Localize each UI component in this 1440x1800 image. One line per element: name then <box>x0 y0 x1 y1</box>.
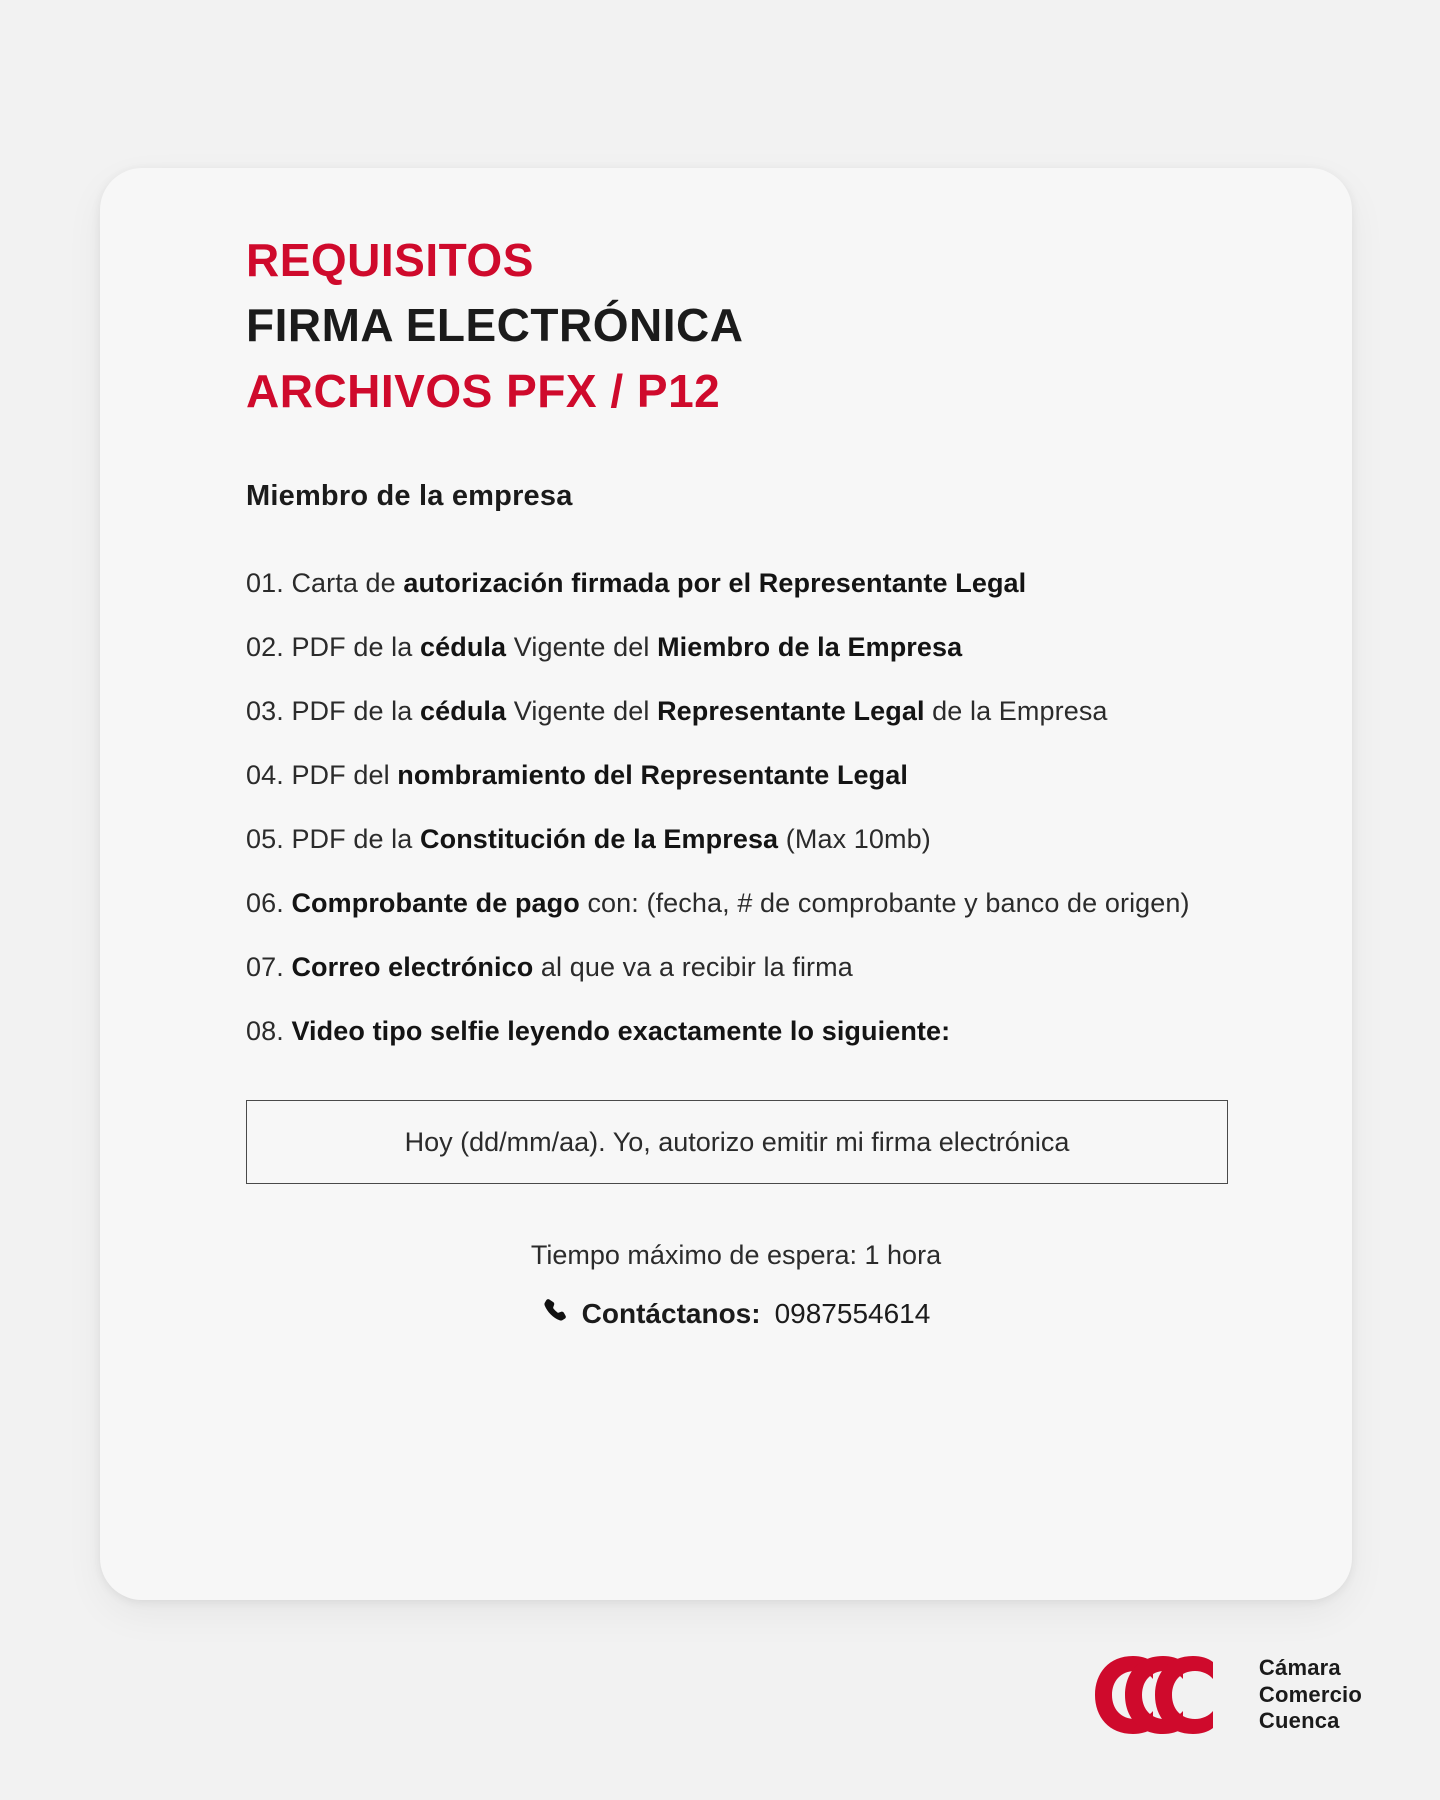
requirement-text: cédula <box>420 696 507 726</box>
requirement-text: con: (fecha, # de comprobante y banco de origen) <box>579 888 1190 919</box>
requirement-text: al que va a recibir la firma <box>533 952 853 983</box>
contact-label: Contáctanos: <box>581 1298 761 1330</box>
requirement-text: PDF de la <box>291 696 420 726</box>
requirement-text: Miembro de la Empresa <box>657 631 963 662</box>
requirement-number: 01. <box>246 567 292 598</box>
requirement-text: Constitución de la Empresa <box>420 824 779 855</box>
ccc-logo-icon <box>1093 1652 1243 1738</box>
page-title <box>246 228 1232 424</box>
section-subtitle: Miembro de la empresa <box>246 479 573 512</box>
requirement-number: 03. <box>246 696 292 726</box>
requirement-text: nombramiento del Representante Legal <box>397 760 908 791</box>
declaration-text: Hoy (dd/mm/aa). Yo, autorizo emitir mi firma electrónica <box>404 1126 1070 1157</box>
phone-icon <box>542 1296 568 1330</box>
requirement-text: Correo electrónico <box>291 952 534 983</box>
brand-line-1: Cámara <box>1258 1654 1341 1680</box>
requirement-text: Vigente del <box>506 631 658 662</box>
requirement-number: 08. <box>246 1016 292 1047</box>
requirement-text: de la Empresa <box>924 696 1108 726</box>
requirement-number: 07. <box>246 952 292 983</box>
requirement-item <box>246 755 1232 796</box>
requirement-text: Vigente del <box>506 696 658 726</box>
requirement-text: PDF de la <box>291 824 420 855</box>
contact-row <box>246 1297 1226 1331</box>
requirement-text: cédula <box>420 631 507 662</box>
brand-logo <box>1093 1652 1362 1738</box>
requirement-item <box>246 691 1232 732</box>
brand-line-3: Cuenca <box>1258 1708 1340 1734</box>
declaration-box <box>246 1100 1228 1184</box>
title-line-1: REQUISITOS <box>246 234 534 286</box>
requirement-number: 06. <box>246 888 292 919</box>
brand-wordmark <box>1259 1655 1362 1735</box>
requirement-item <box>246 883 1232 924</box>
requirements-card <box>100 168 1352 1600</box>
requirement-item <box>246 627 1232 668</box>
wait-time-text: Tiempo máximo de espera: 1 hora <box>530 1240 942 1271</box>
requirement-item <box>246 819 1232 860</box>
title-line-2: FIRMA ELECTRÓNICA <box>246 299 744 352</box>
requirement-item <box>246 563 1232 604</box>
requirement-item <box>246 947 1232 988</box>
requirement-text: Video tipo selfie leyendo exactamente lo siguiente: <box>291 1016 951 1047</box>
contact-number[interactable]: 0987554614 <box>774 1298 931 1330</box>
title-line-3: ARCHIVOS PFX / P12 <box>246 364 721 417</box>
card-content <box>246 228 1232 1331</box>
requirement-text: (Max 10mb) <box>778 824 931 855</box>
brand-line-2: Comercio <box>1258 1681 1362 1707</box>
requirement-item <box>246 1011 1232 1052</box>
requirement-text: Comprobante de pago <box>291 888 580 919</box>
requirement-text: PDF de la <box>291 631 420 662</box>
requirement-number: 05. <box>246 824 292 855</box>
requirement-text: autorización firmada por el Representante Legal <box>403 567 1027 598</box>
requirement-text: Representante Legal <box>657 696 925 726</box>
requirement-number: 02. <box>246 631 292 662</box>
requirement-text: Carta de <box>291 567 404 598</box>
requirements-list <box>246 563 1232 1052</box>
requirement-text: PDF del <box>291 760 398 791</box>
requirement-number: 04. <box>246 760 292 791</box>
